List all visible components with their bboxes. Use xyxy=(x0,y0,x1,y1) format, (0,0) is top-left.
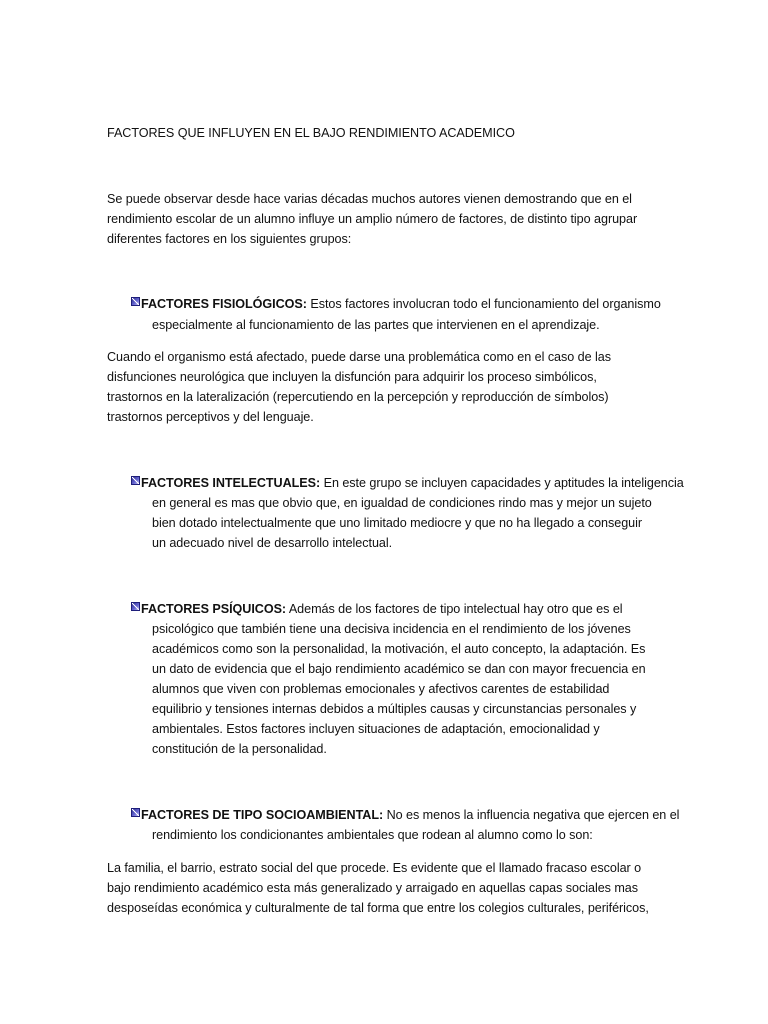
document-title: FACTORES QUE INFLUYEN EN EL BAJO RENDIMIENTO ACADEMICO xyxy=(107,126,515,140)
list-item-line: en general es mas que obvio que, en igualdad de condiciones rindo mas y mejor un sujeto xyxy=(152,496,652,510)
section-heading: FACTORES INTELECTUALES: xyxy=(141,476,321,490)
list-item-line: psicológico que también tiene una decisiva incidencia en el rendimiento de los jóvenes xyxy=(152,622,631,636)
list-item-first-line xyxy=(141,294,661,314)
list-item-line: un adecuado nivel de desarrollo intelectual. xyxy=(152,536,393,550)
section-text: Estos factores involucran todo el funcionamiento del organismo xyxy=(306,297,661,311)
section-heading: FACTORES FISIOLÓGICOS: xyxy=(141,297,307,311)
list-item-first-line xyxy=(141,473,684,493)
section-text: Además de los factores de tipo intelectual hay otro que es el xyxy=(286,602,623,616)
list-item-line: académicos como son la personalidad, la motivación, el auto concepto, la adaptación. Es xyxy=(152,642,646,656)
paragraph-line: La familia, el barrio, estrato social del que procede. Es evidente que el llamado fracaso escolar o xyxy=(107,861,642,875)
intro-line: rendimiento escolar de un alumno influye un amplio número de factores, de distinto tipo agrupar xyxy=(107,212,638,226)
paragraph-line: trastornos en la lateralización (repercutiendo en la percepción y reproducción de símbolos) xyxy=(107,390,609,404)
list-item-line: constitución de la personalidad. xyxy=(152,742,327,756)
section-heading: FACTORES DE TIPO SOCIOAMBIENTAL: xyxy=(141,808,384,822)
list-item-first-line xyxy=(141,599,623,619)
list-item-line: ambientales. Estos factores incluyen situaciones de adaptación, emocionalidad y xyxy=(152,722,600,736)
paragraph-line: disfunciones neurológica que incluyen la disfunción para adquirir los proceso simbólicos, xyxy=(107,370,597,384)
intro-line: Se puede observar desde hace varias décadas muchos autores vienen demostrando que en el xyxy=(107,192,632,206)
section-text: En este grupo se incluyen capacidades y aptitudes la inteligencia xyxy=(320,476,684,490)
list-item-line: equilibrio y tensiones internas debidos a múltiples causas y circunstancias personales y xyxy=(152,702,637,716)
list-item-first-line xyxy=(141,805,679,825)
checkbox-bullet-icon xyxy=(131,476,140,485)
list-item-line: especialmente al funcionamiento de las partes que intervienen en el aprendizaje. xyxy=(152,318,600,332)
paragraph-line: desposeídas económica y culturalmente de tal forma que entre los colegios culturales, periféricos, xyxy=(107,901,649,915)
list-item-line: rendimiento los condicionantes ambientales que rodean al alumno como lo son: xyxy=(152,828,593,842)
checkbox-bullet-icon xyxy=(131,602,140,611)
section-heading: FACTORES PSÍQUICOS: xyxy=(141,602,287,616)
paragraph-line: Cuando el organismo está afectado, puede darse una problemática como en el caso de las xyxy=(107,350,611,364)
list-item-line: bien dotado intelectualmente que uno limitado mediocre y que no ha llegado a conseguir xyxy=(152,516,642,530)
intro-line: diferentes factores en los siguientes grupos: xyxy=(107,232,352,246)
checkbox-bullet-icon xyxy=(131,297,140,306)
section-text: No es menos la influencia negativa que ejercen en el xyxy=(383,808,680,822)
checkbox-bullet-icon xyxy=(131,808,140,817)
list-item-line: un dato de evidencia que el bajo rendimiento académico se dan con mayor frecuencia en xyxy=(152,662,646,676)
list-item-line: alumnos que viven con problemas emocionales y afectivos carentes de estabilidad xyxy=(152,682,610,696)
paragraph-line: trastornos perceptivos y del lenguaje. xyxy=(107,410,314,424)
paragraph-line: bajo rendimiento académico esta más generalizado y arraigado en aquellas capas sociales mas xyxy=(107,881,638,895)
